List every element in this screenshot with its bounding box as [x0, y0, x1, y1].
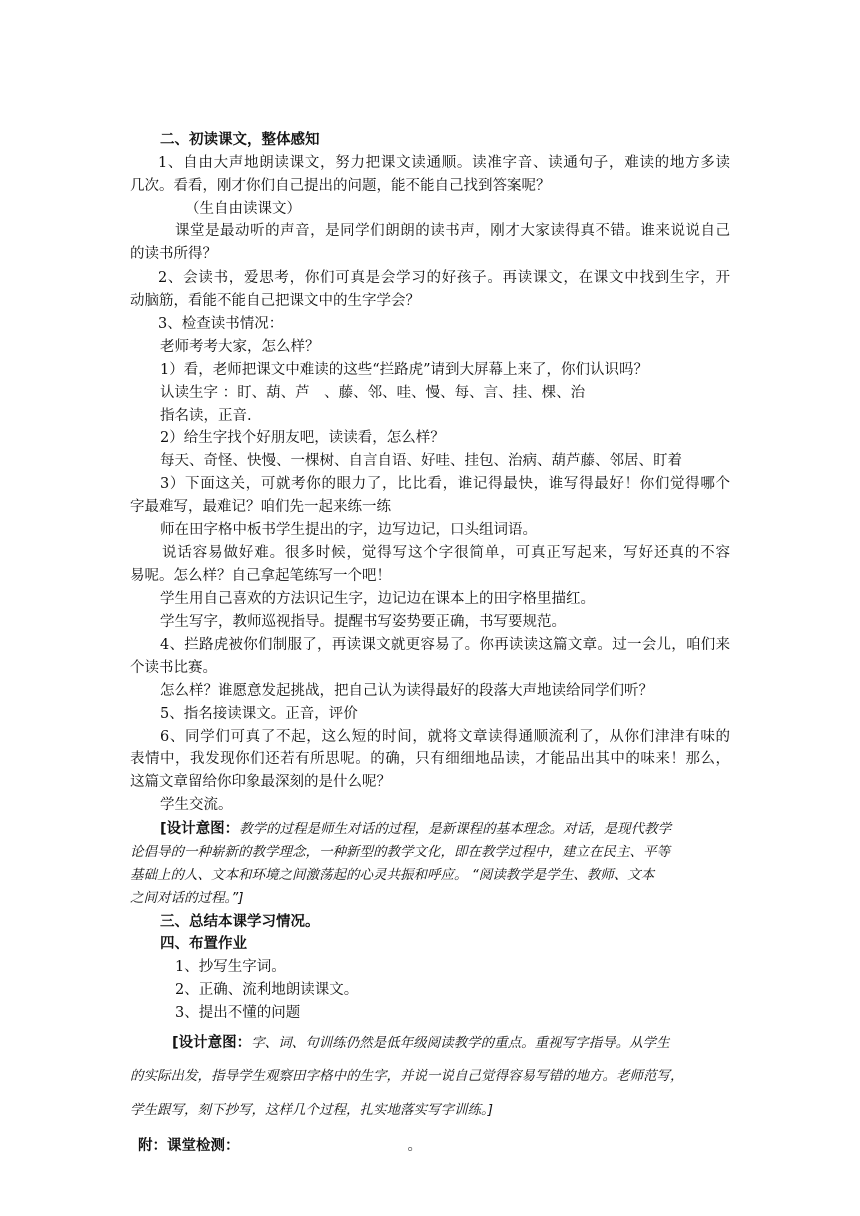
board-writing: 师在田字格中板书学生提出的字，边写边记，口头组词语。 — [160, 522, 537, 538]
design-intent-1-text1: 教学的过程是师生对话的过程，是新课程的基本理念。对话，是现代教学 — [239, 821, 672, 837]
item3-2: 2）给生字找个好朋友吧，读读看，怎么样？ — [160, 430, 445, 446]
note-self-reading: （生自由读课文） — [185, 201, 301, 217]
item6-line2: 表情中，我发现你们还若有所思呢。的确，只有细细地品读，才能品出其中的味来！那么， — [130, 751, 730, 767]
design-intent-2-label: [设计意图： — [172, 1035, 252, 1051]
appendix-end: 。 — [407, 1138, 422, 1154]
item1-line1: 1、自由大声地朗读课文，努力把课文读通顺。读准字音、读通句子，难读的地方多读 — [158, 155, 730, 171]
item2-line2: 动脑筋，看能不能自己把课文中的生字学会？ — [130, 293, 420, 309]
design-intent-2-line1 — [172, 1033, 670, 1053]
section4-heading: 四、布置作业 — [160, 936, 247, 952]
teacher1-line2: 的读书所得？ — [130, 246, 217, 262]
task-2: 2、正确、流利地朗读课文。 — [175, 982, 359, 998]
item3-1-chars: 认读生字 ：盯、葫、芦 、藤、邻、哇、慢、每、言、挂、棵、治 — [160, 385, 586, 401]
item6-line1: 6、同学们可真了不起，这么短的时间，就将文章读得通顺流利了，从你们津津有味的 — [160, 729, 730, 745]
design-intent-2-line3: 学生跟写，刻下抄写，这样几个过程，扎实地落实写字训练。] — [130, 1102, 494, 1118]
design-intent-2-line2: 的实际出发，指导学生观察田字格中的生字，并说一说自己觉得容易写错的地方。老师范写， — [130, 1068, 684, 1084]
design-intent-1-line2: 论倡导的一种崭新的教学理念，一种新型的教学文化，即在教学过程中，建立在民主、平等 — [130, 844, 670, 860]
item5: 5、指名接读课文。正音，评价 — [160, 706, 358, 722]
item4-line1: 4、拦路虎被你们制服了，再读课文就更容易了。你再读读这篇文章。过一会儿，咱们来 — [160, 637, 730, 653]
trace-practice: 学生用自己喜欢的方法识记生字，边记边在课本上的田字格里描红。 — [160, 591, 595, 607]
item3-3-line1: 3）下面这关，可就考你的眼力了，比比看，谁记得最快，谁写得最好！你们觉得哪个 — [160, 476, 730, 492]
item4-line2: 个读书比赛。 — [130, 660, 217, 676]
teacher1-line1: 课堂是最动听的声音，是同学们朗朗的读书声，刚才大家读得真不错。谁来说说自己 — [175, 223, 730, 239]
item3-1-read: 指名读，正音. — [160, 408, 252, 424]
student-exchange: 学生交流。 — [160, 797, 233, 813]
item3: 3、检查读书情况： — [158, 316, 284, 332]
section2-heading: 二、初读课文，整体感知 — [160, 132, 320, 148]
design-intent-1-line3: 基础上的人、文本和环境之间激荡起的心灵共振和呼应。 “阅读教学是学生、教师、文本 — [130, 867, 655, 883]
appendix-line — [138, 1136, 422, 1156]
design-intent-1-label: [设计意图： — [160, 821, 240, 837]
item3-3-line2: 字最难写，最难记？咱们先一起来练一练 — [130, 499, 391, 515]
task-1: 1、抄写生字词。 — [175, 959, 286, 975]
practice-line1: 说话容易做好难。很多时候，觉得写这个字很简单，可真正写起来，写好还真的不容 — [162, 545, 730, 561]
write-practice: 学生写字，教师巡视指导。提醒书写姿势要正确，书写要规范。 — [160, 614, 566, 630]
section3-heading: 三、总结本课学习情况。 — [160, 914, 320, 930]
item1-line2: 几次。看看，刚才你们自己提出的问题，能不能自己找到答案呢？ — [130, 178, 551, 194]
item3-intro: 老师考考大家，怎么样？ — [160, 339, 320, 355]
practice-line2: 易呢。怎么样？自己拿起笔练写一个吧！ — [130, 568, 391, 584]
challenge: 怎么样？谁愿意发起挑战，把自己认为读得最好的段落大声地读给同学们听？ — [160, 683, 653, 699]
task-3: 3、提出不懂的问题 — [175, 1005, 301, 1021]
design-intent-1-line1 — [160, 819, 730, 839]
item3-1: 1）看，老师把课文中难读的这些“拦路虎”请到大屏幕上来了，你们认识吗？ — [160, 362, 649, 378]
item6-line3: 这篇文章留给你印象最深刻的是什么呢？ — [130, 774, 391, 790]
design-intent-1-line4: 之间对话的过程。”] — [130, 890, 244, 906]
item3-2-words: 每天、奇怪、快慢、一棵树、自言自语、好哇、挂包、治病、葫芦藤、邻居、盯着 — [160, 453, 682, 469]
item2-line1: 2、会读书，爱思考，你们可真是会学习的好孩子。再读课文，在课文中找到生字，开 — [158, 270, 730, 286]
appendix-label: 附：课堂检测： — [138, 1138, 240, 1154]
design-intent-2-text1: 字、词、句训练仍然是低年级阅读教学的重点。重视写字指导。从学生 — [251, 1035, 670, 1051]
